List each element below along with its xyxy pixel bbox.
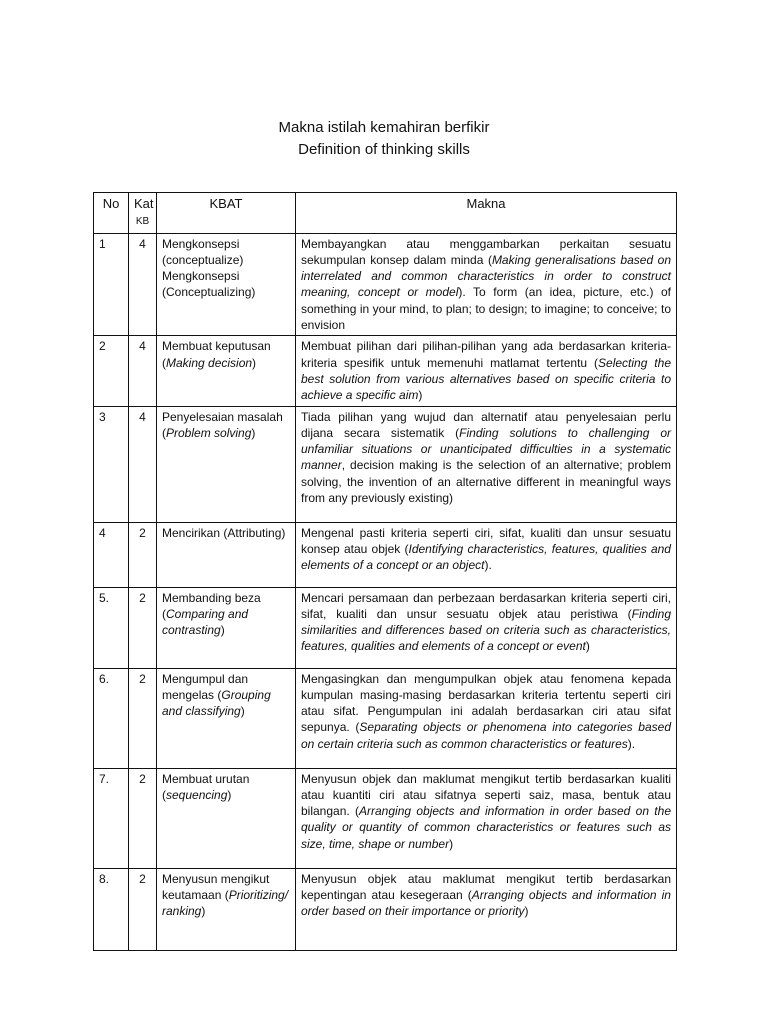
english-translation-text: Identifying characteristics, features, qualities and elements of a concept or an object: [301, 541, 671, 573]
cell-text: Menyusun objek dan maklumat mengikut tertib berdasarkan kualiti atau kuantiti ciri atau sifatnya seperti saiz, masa, bentuk atau bilangan. (: [301, 771, 671, 819]
cell-text: Menyusun mengikut keutamaan (: [162, 871, 270, 902]
header-kbat: KBAT: [157, 193, 296, 234]
english-translation-text: Arranging objects and information in order based on the quality or quantity of common characteristics or features such as size, time, shape or number: [301, 804, 671, 851]
cell-text: ): [220, 623, 225, 638]
table-row: [94, 587, 677, 668]
cell-text: ).: [627, 736, 636, 751]
cell-text: ): [251, 425, 256, 440]
header-kat: Kat: [134, 196, 154, 211]
cell-text: Membayangkan atau menggambarkan perkaitan sesuatu sekumpulan konsep dalam minda: [301, 236, 671, 267]
cell-kbat: [157, 522, 296, 587]
table-row: [94, 336, 677, 406]
english-translation-text: Prioritizing/ ranking: [162, 887, 289, 919]
english-translation-text: Separating objects or phenomena into categories based on certain criteria such as common characteristics or features: [301, 720, 671, 751]
english-translation-text: Selecting the best solution from various alternatives based on specific criteria to achieve a specific aim: [301, 355, 671, 403]
cell-kbat: [157, 336, 296, 406]
cell-kat-kb: 4: [129, 336, 157, 406]
cell-makna: [296, 587, 677, 668]
cell-text: Tiada pilihan yang wujud dan alternatif atau penyelesaian perlu dijana secara sistematik (: [301, 409, 671, 440]
english-translation-text: Finding solutions to challenging or unfamiliar situations or unanticipated difficulties in a systematic manner: [301, 425, 671, 473]
cell-kbat: [157, 668, 296, 768]
cell-kat-kb: 2: [129, 668, 157, 768]
cell-makna: [296, 522, 677, 587]
cell-kat-kb: 2: [129, 768, 157, 868]
cell-makna: [296, 768, 677, 868]
cell-text: , decision making is the selection of an alternative; problem solving, the invention of an alternative different in meaningful ways from any previously existing): [301, 458, 671, 506]
table-row: [94, 768, 677, 868]
cell-text: ).: [484, 558, 492, 573]
header-kat-kb: [129, 193, 157, 234]
cell-text: Mengenal pasti kriteria seperti ciri, sifat, kualiti dan unsur sesuatu konsep atau objek (: [301, 525, 671, 556]
thinking-skills-table: [93, 192, 677, 951]
cell-kbat: [157, 587, 296, 668]
cell-text: (: [487, 252, 492, 267]
english-translation-text: Arranging objects and information in order based on their importance or priority: [301, 887, 671, 919]
title-english: Definition of thinking skills: [298, 141, 470, 158]
english-translation-text: Grouping and classifying: [162, 687, 271, 719]
cell-kat-kb: 4: [129, 233, 157, 336]
cell-kbat: [157, 868, 296, 950]
header-kb: KB: [135, 216, 150, 228]
table-row: [94, 668, 677, 768]
cell-text: ): [524, 904, 529, 919]
cell-text: Mencirikan (Attributing): [162, 525, 286, 540]
cell-makna: [296, 233, 677, 336]
english-translation-text: Making decision: [166, 355, 253, 370]
cell-text: Membanding beza (: [162, 590, 261, 621]
cell-kat-kb: 2: [129, 587, 157, 668]
table-row: [94, 233, 677, 336]
cell-no: 8.: [94, 868, 129, 950]
cell-text: ): [252, 355, 257, 370]
cell-no: 5.: [94, 587, 129, 668]
cell-text: Mencari persamaan dan perbezaan berdasarkan kriteria seperti ciri, sifat, kualiti dan unsur sesuatu objek atau peristiwa (: [301, 590, 671, 621]
cell-kbat: [157, 233, 296, 336]
cell-kat-kb: 4: [129, 406, 157, 522]
cell-text: Membuat pilihan dari pilihan-pilihan yang ada berdasarkan kriteria-kriteria spesifik untuk memenuhi matlamat tertentu (: [301, 339, 671, 370]
cell-text: Membuat keputusan (: [162, 339, 271, 370]
cell-no: 4: [94, 522, 129, 587]
document-title: [0, 117, 768, 161]
table-row: [94, 522, 677, 587]
cell-no: 7.: [94, 768, 129, 868]
cell-text: ). To form (an idea, picture, etc.) of something in your mind, to plan; to design; to imagine; to conceive; to envision: [301, 285, 672, 333]
english-translation-text: Problem solving: [166, 425, 252, 440]
cell-text: ): [585, 639, 590, 654]
cell-no: 6.: [94, 668, 129, 768]
cell-makna: [296, 868, 677, 950]
english-translation-text: Finding similarities and differences based on criteria such as characteristics, features, qualities and elements of a concept or event: [301, 606, 671, 654]
english-translation-text: sequencing: [166, 787, 228, 802]
cell-text: ): [418, 388, 423, 403]
header-makna: Makna: [296, 193, 677, 234]
header-no: No: [94, 193, 129, 234]
cell-no: 2: [94, 336, 129, 406]
table-header-row: [94, 193, 677, 234]
cell-text: Mengasingkan dan mengumpulkan objek atau fenomena kepada kumpulan masing-masing berdasarkan kriteria tertentu seperti ciri atau sifat. Pengumpulan ini adalah berdasarkan ciri atau sifat sepunya. (: [301, 671, 671, 735]
cell-text: Menyusun objek atau maklumat mengikut tertib berdasarkan kepentingan atau kesegeraan (: [301, 871, 671, 902]
cell-kbat: [157, 768, 296, 868]
table-row: [94, 406, 677, 522]
cell-text: ): [240, 704, 245, 719]
cell-text: ): [201, 904, 206, 919]
cell-kat-kb: 2: [129, 522, 157, 587]
english-translation-text: Making generalisations based on interrelated and common characteristics in order to construct meaning, concept or model: [301, 252, 672, 300]
table-row: [94, 868, 677, 950]
cell-makna: [296, 336, 677, 406]
title-malay: Makna istilah kemahiran berfikir: [278, 119, 490, 136]
cell-text: ): [449, 836, 454, 851]
cell-text: Mengumpul dan mengelas (: [162, 671, 249, 702]
cell-text: Penyelesaian masalah (: [162, 409, 283, 440]
cell-makna: [296, 406, 677, 522]
english-translation-text: Comparing and contrasting: [162, 606, 249, 638]
cell-no: 3: [94, 406, 129, 522]
cell-text: Mengkonsepsi (conceptualize) Mengkonsepsi (Conceptualizing): [162, 236, 256, 300]
cell-kat-kb: 2: [129, 868, 157, 950]
cell-text: Membuat urutan (: [162, 771, 250, 802]
cell-text: ): [227, 787, 232, 802]
cell-makna: [296, 668, 677, 768]
cell-no: 1: [94, 233, 129, 336]
cell-kbat: [157, 406, 296, 522]
